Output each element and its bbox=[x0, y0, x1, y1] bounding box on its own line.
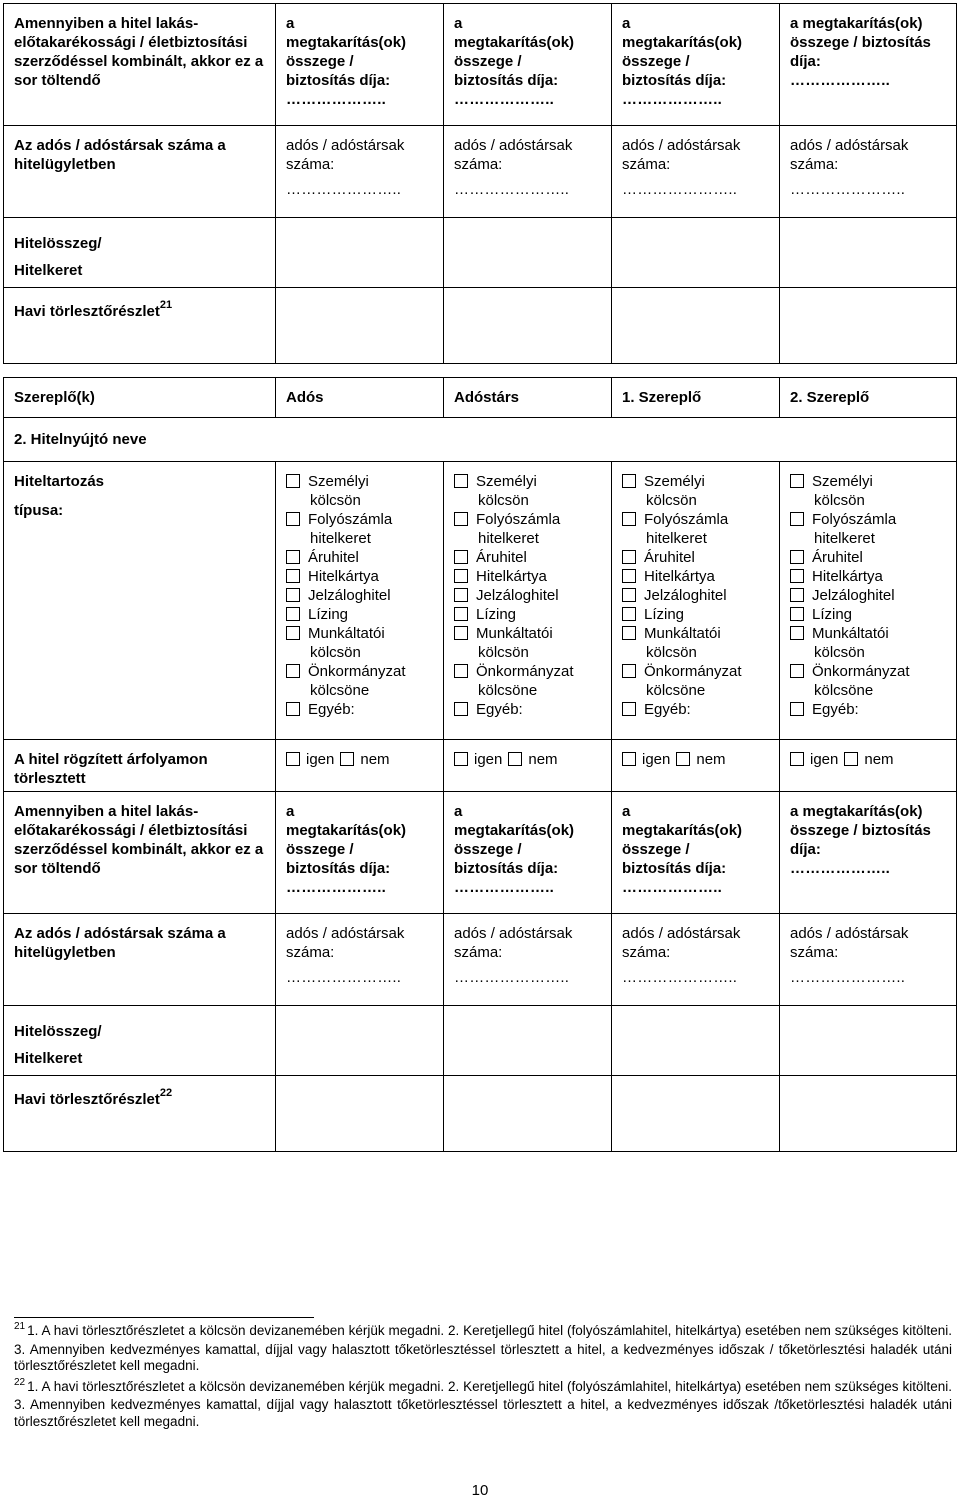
lower-installment-label: Havi törlesztőrészlet$^{22}$ bbox=[4, 1076, 276, 1152]
checkbox-overdraft-credit-line[interactable] bbox=[286, 512, 300, 526]
option-label: Áruhitel bbox=[644, 549, 695, 566]
checkbox-personal-loan[interactable] bbox=[454, 474, 468, 488]
debtors-cell-4[interactable]: adós / adóstársak száma: ………………….. bbox=[780, 126, 957, 218]
fixed-rate-row bbox=[4, 740, 957, 792]
option-label: Hitelkártya bbox=[644, 568, 715, 585]
lower-installment-cell-1[interactable] bbox=[276, 1076, 444, 1152]
option-label-cont: kölcsön bbox=[310, 492, 361, 509]
option-consumer-credit[interactable] bbox=[622, 548, 779, 567]
checkbox-municipal-loan[interactable] bbox=[622, 664, 636, 678]
option-label-cont: kölcsöne bbox=[646, 682, 706, 699]
installment-label: Havi törlesztőrészlet$^{21}$ bbox=[4, 288, 276, 364]
no-label: nem bbox=[360, 751, 390, 768]
installment-cell-1[interactable] bbox=[276, 288, 444, 364]
fixed-rate-label: A hitel rögzített árfolyamon törlesztett bbox=[4, 740, 276, 792]
option-label: Munkáltatói bbox=[308, 625, 385, 642]
option-label-cont: hitelkeret bbox=[646, 530, 707, 547]
credit-type-row bbox=[4, 462, 957, 740]
option-label: Áruhitel bbox=[308, 549, 359, 566]
yes-checkbox[interactable] bbox=[790, 752, 804, 766]
footnote-ref-21[interactable]: 21 bbox=[159, 299, 173, 311]
lower-savings-cell-1[interactable]: a megtakarítás(ok) összege / biztosítás díja: ……………….. bbox=[276, 792, 444, 914]
option-mortgage-loan[interactable] bbox=[790, 586, 956, 605]
savings-row bbox=[4, 4, 957, 126]
checkbox-other[interactable] bbox=[622, 702, 636, 716]
option-label: Áruhitel bbox=[476, 549, 527, 566]
no-checkbox[interactable] bbox=[844, 752, 858, 766]
option-consumer-credit[interactable] bbox=[286, 548, 443, 567]
lower-savings-cell-3[interactable]: a megtakarítás(ok) összege / biztosítás díja: ……………….. bbox=[612, 792, 780, 914]
credit-type-options-actor1 bbox=[612, 462, 780, 740]
option-label: Munkáltatói bbox=[644, 625, 721, 642]
lower-savings-label: Amennyiben a hitel lakás-előtakarékossági / életbiztosítási szerződéssel kombinált, akkor ez a sor töltendő bbox=[4, 792, 276, 914]
option-personal-loan[interactable] bbox=[622, 472, 779, 510]
installment-cell-2[interactable] bbox=[444, 288, 612, 364]
checkbox-leasing[interactable] bbox=[622, 607, 636, 621]
footnote-ref-22[interactable]: 22 bbox=[159, 1087, 173, 1099]
option-label-cont: hitelkeret bbox=[478, 530, 539, 547]
credit-type-options-codebtor bbox=[444, 462, 612, 740]
option-label: Jelzáloghitel bbox=[476, 587, 559, 604]
actors-header: Szereplő(k) bbox=[4, 378, 276, 418]
option-leasing[interactable] bbox=[622, 605, 779, 624]
no-label: nem bbox=[696, 751, 726, 768]
option-municipal-loan[interactable] bbox=[790, 662, 956, 700]
checkbox-personal-loan[interactable] bbox=[286, 474, 300, 488]
option-consumer-credit[interactable] bbox=[790, 548, 956, 567]
option-overdraft-credit-line[interactable] bbox=[286, 510, 443, 548]
option-employer-loan[interactable] bbox=[454, 624, 611, 662]
option-label-cont: hitelkeret bbox=[310, 530, 371, 547]
checkbox-municipal-loan[interactable] bbox=[454, 664, 468, 678]
option-personal-loan[interactable] bbox=[454, 472, 611, 510]
option-label: Egyéb: bbox=[476, 701, 523, 718]
amount-row bbox=[4, 218, 957, 288]
checkbox-other[interactable] bbox=[454, 702, 468, 716]
no-label: nem bbox=[528, 751, 558, 768]
debtors-row bbox=[4, 126, 957, 218]
lower-savings-row bbox=[4, 792, 957, 914]
option-label: Munkáltatói bbox=[812, 625, 889, 642]
lower-amount-cell-4[interactable] bbox=[780, 1006, 957, 1076]
option-mortgage-loan[interactable] bbox=[622, 586, 779, 605]
option-employer-loan[interactable] bbox=[622, 624, 779, 662]
option-other[interactable] bbox=[454, 700, 611, 719]
page-number: 10 bbox=[471, 1482, 489, 1499]
checkbox-employer-loan[interactable] bbox=[622, 626, 636, 640]
credit-type-options-actor2 bbox=[780, 462, 957, 740]
option-leasing[interactable] bbox=[286, 605, 443, 624]
actors-header-row bbox=[4, 378, 957, 418]
fixed-rate-choice-2 bbox=[444, 740, 612, 792]
option-other[interactable] bbox=[622, 700, 779, 719]
lower-amount-cell-2[interactable] bbox=[444, 1006, 612, 1076]
option-overdraft-credit-line[interactable] bbox=[454, 510, 611, 548]
checkbox-leasing[interactable] bbox=[790, 607, 804, 621]
amount-cell-4[interactable] bbox=[780, 218, 957, 288]
option-label: Munkáltatói bbox=[476, 625, 553, 642]
checkbox-leasing[interactable] bbox=[454, 607, 468, 621]
option-label: Lízing bbox=[476, 606, 517, 623]
option-label-cont: kölcsöne bbox=[310, 682, 370, 699]
savings-cell-4[interactable]: a megtakarítás(ok) összege / biztosítás díja: ……………….. bbox=[780, 4, 957, 126]
lower-debtors-cell-4[interactable]: adós / adóstársak száma: ………………….. bbox=[780, 914, 957, 1006]
option-label: Egyéb: bbox=[308, 701, 355, 718]
option-label-cont: kölcsöne bbox=[814, 682, 874, 699]
amount-cell-2[interactable] bbox=[444, 218, 612, 288]
yes-label: igen bbox=[810, 751, 839, 768]
footnotes bbox=[14, 1323, 952, 1430]
option-label: Lízing bbox=[644, 606, 685, 623]
checkbox-credit-card[interactable] bbox=[622, 569, 636, 583]
lower-debtors-row bbox=[4, 914, 957, 1006]
option-mortgage-loan[interactable] bbox=[454, 586, 611, 605]
checkbox-overdraft-credit-line[interactable] bbox=[790, 512, 804, 526]
credit-type-options-debtor bbox=[276, 462, 444, 740]
no-checkbox[interactable] bbox=[676, 752, 690, 766]
checkbox-employer-loan[interactable] bbox=[286, 626, 300, 640]
option-label: Hitelkártya bbox=[812, 568, 883, 585]
checkbox-mortgage-loan[interactable] bbox=[454, 588, 468, 602]
option-other[interactable] bbox=[790, 700, 956, 719]
actor2-header: 2. Szereplő bbox=[780, 378, 957, 418]
checkbox-municipal-loan[interactable] bbox=[286, 664, 300, 678]
option-overdraft-credit-line[interactable] bbox=[790, 510, 956, 548]
option-label-cont: kölcsöne bbox=[478, 682, 538, 699]
checkbox-consumer-credit[interactable] bbox=[622, 550, 636, 564]
checkbox-leasing[interactable] bbox=[286, 607, 300, 621]
amount-label: Hitelösszeg/ Hitelkeret bbox=[4, 218, 276, 288]
option-personal-loan[interactable] bbox=[286, 472, 443, 510]
fixed-rate-choice-1 bbox=[276, 740, 444, 792]
option-credit-card[interactable] bbox=[622, 567, 779, 586]
checkbox-mortgage-loan[interactable] bbox=[790, 588, 804, 602]
option-employer-loan[interactable] bbox=[790, 624, 956, 662]
lower-debtors-cell-2[interactable]: adós / adóstársak száma: ………………….. bbox=[444, 914, 612, 1006]
lower-amount-label: Hitelösszeg/ Hitelkeret bbox=[4, 1006, 276, 1076]
option-municipal-loan[interactable] bbox=[622, 662, 779, 700]
footnote-22: $^{22}$ 1. A havi törlesztőrészletet a kölcsön devizanemében kérjük megadni. 2. Keretjellegű hitel (folyószámlahitel, hitelkártya) esetében nem szükséges kitölteni. 3. Amennyiben kedvezményes kamattal, díjjal vagy halasztott tőketörlesztéssel törlesztett a hitel, a kedvezményes időszak /tőketörlesztési haladék utáni törlesztőrészletet kell megadni. bbox=[14, 1376, 952, 1429]
checkbox-credit-card[interactable] bbox=[286, 569, 300, 583]
installment-row bbox=[4, 288, 957, 364]
debtors-label: Az adós / adóstársak száma a hitelügyletben bbox=[4, 126, 276, 218]
actor1-header: 1. Szereplő bbox=[612, 378, 780, 418]
lower-savings-cell-2[interactable]: a megtakarítás(ok) összege / biztosítás díja: ……………….. bbox=[444, 792, 612, 914]
yes-label: igen bbox=[474, 751, 503, 768]
checkbox-personal-loan[interactable] bbox=[790, 474, 804, 488]
option-label-cont: kölcsön bbox=[814, 644, 865, 661]
checkbox-employer-loan[interactable] bbox=[454, 626, 468, 640]
option-leasing[interactable] bbox=[790, 605, 956, 624]
option-label-cont: kölcsön bbox=[814, 492, 865, 509]
option-consumer-credit[interactable] bbox=[454, 548, 611, 567]
checkbox-employer-loan[interactable] bbox=[790, 626, 804, 640]
lower-debtors-cell-3[interactable]: adós / adóstársak száma: ………………….. bbox=[612, 914, 780, 1006]
footnote-21: $^{21}$ 1. A havi törlesztőrészletet a kölcsön devizanemében kérjük megadni. 2. Keretjellegű hitel (folyószámlahitel, hitelkártya) esetében nem szükséges kitölteni. 3. Amennyiben kedvezményes kamattal, díjjal vagy halasztott tőketörlesztéssel törlesztett a hitel, a kedvezményes időszak / tőketörlesztési haladék utáni törlesztőrészletet kell megadni. bbox=[14, 1321, 952, 1373]
checkbox-other[interactable] bbox=[790, 702, 804, 716]
installment-cell-4[interactable] bbox=[780, 288, 957, 364]
no-checkbox[interactable] bbox=[508, 752, 522, 766]
debtor-header: Adós bbox=[276, 378, 444, 418]
option-credit-card[interactable] bbox=[286, 567, 443, 586]
yes-checkbox[interactable] bbox=[622, 752, 636, 766]
option-overdraft-credit-line[interactable] bbox=[622, 510, 779, 548]
option-label: Jelzáloghitel bbox=[644, 587, 727, 604]
checkbox-credit-card[interactable] bbox=[790, 569, 804, 583]
option-label: Önkormányzat bbox=[644, 663, 742, 680]
option-label: Jelzáloghitel bbox=[812, 587, 895, 604]
option-leasing[interactable] bbox=[454, 605, 611, 624]
option-label: Folyószámla bbox=[308, 511, 393, 528]
checkbox-mortgage-loan[interactable] bbox=[286, 588, 300, 602]
option-label-cont: kölcsön bbox=[478, 492, 529, 509]
fixed-rate-choice-4 bbox=[780, 740, 957, 792]
yes-label: igen bbox=[306, 751, 335, 768]
no-checkbox[interactable] bbox=[340, 752, 354, 766]
checkbox-consumer-credit[interactable] bbox=[286, 550, 300, 564]
lower-debtors-label: Az adós / adóstársak száma a hitelügyletben bbox=[4, 914, 276, 1006]
lender-name-field[interactable]: 2. Hitelnyújtó neve bbox=[4, 418, 957, 462]
lower-installment-cell-2[interactable] bbox=[444, 1076, 612, 1152]
lower-installment-cell-4[interactable] bbox=[780, 1076, 957, 1152]
option-label-cont: kölcsön bbox=[646, 492, 697, 509]
option-label: Folyószámla bbox=[812, 511, 897, 528]
yes-label: igen bbox=[642, 751, 671, 768]
option-label: Személyi bbox=[308, 473, 369, 490]
option-label: Hitelkártya bbox=[476, 568, 547, 585]
upper-credit-table bbox=[3, 3, 957, 364]
option-label: Egyéb: bbox=[644, 701, 691, 718]
option-municipal-loan[interactable] bbox=[454, 662, 611, 700]
debtors-cell-2[interactable]: adós / adóstársak száma: ………………….. bbox=[444, 126, 612, 218]
option-label: Lízing bbox=[308, 606, 349, 623]
lower-installment-cell-3[interactable] bbox=[612, 1076, 780, 1152]
lower-amount-cell-1[interactable] bbox=[276, 1006, 444, 1076]
option-label: Személyi bbox=[644, 473, 705, 490]
option-label: Áruhitel bbox=[812, 549, 863, 566]
codebtor-header: Adóstárs bbox=[444, 378, 612, 418]
amount-cell-1[interactable] bbox=[276, 218, 444, 288]
savings-label: Amennyiben a hitel lakás-előtakarékossági / életbiztosítási szerződéssel kombinált, akkor ez a sor töltendő bbox=[4, 4, 276, 126]
checkbox-mortgage-loan[interactable] bbox=[622, 588, 636, 602]
yes-checkbox[interactable] bbox=[454, 752, 468, 766]
option-label: Egyéb: bbox=[812, 701, 859, 718]
lower-installment-row bbox=[4, 1076, 957, 1152]
option-label: Jelzáloghitel bbox=[308, 587, 391, 604]
option-label-cont: kölcsön bbox=[310, 644, 361, 661]
checkbox-other[interactable] bbox=[286, 702, 300, 716]
debtors-cell-1[interactable]: adós / adóstársak száma: ………………….. bbox=[276, 126, 444, 218]
checkbox-overdraft-credit-line[interactable] bbox=[454, 512, 468, 526]
no-label: nem bbox=[864, 751, 894, 768]
checkbox-personal-loan[interactable] bbox=[622, 474, 636, 488]
option-label: Személyi bbox=[812, 473, 873, 490]
option-mortgage-loan[interactable] bbox=[286, 586, 443, 605]
option-label: Önkormányzat bbox=[308, 663, 406, 680]
installment-cell-3[interactable] bbox=[612, 288, 780, 364]
checkbox-consumer-credit[interactable] bbox=[454, 550, 468, 564]
lower-amount-cell-3[interactable] bbox=[612, 1006, 780, 1076]
option-label: Lízing bbox=[812, 606, 853, 623]
option-label: Önkormányzat bbox=[812, 663, 910, 680]
option-municipal-loan[interactable] bbox=[286, 662, 443, 700]
lower-amount-row bbox=[4, 1006, 957, 1076]
option-credit-card[interactable] bbox=[454, 567, 611, 586]
savings-cell-3[interactable]: a megtakarítás(ok) összege / biztosítás díja: ……………….. bbox=[612, 4, 780, 126]
lender-row bbox=[4, 418, 957, 462]
option-label: Önkormányzat bbox=[476, 663, 574, 680]
debtors-cell-3[interactable]: adós / adóstársak száma: ………………….. bbox=[612, 126, 780, 218]
option-label: Folyószámla bbox=[644, 511, 729, 528]
lower-savings-cell-4[interactable]: a megtakarítás(ok) összege / biztosítás díja: ……………….. bbox=[780, 792, 957, 914]
option-label: Folyószámla bbox=[476, 511, 561, 528]
option-credit-card[interactable] bbox=[790, 567, 956, 586]
option-label-cont: hitelkeret bbox=[814, 530, 875, 547]
checkbox-municipal-loan[interactable] bbox=[790, 664, 804, 678]
option-employer-loan[interactable] bbox=[286, 624, 443, 662]
fixed-rate-choice-3 bbox=[612, 740, 780, 792]
yes-checkbox[interactable] bbox=[286, 752, 300, 766]
option-other[interactable] bbox=[286, 700, 443, 719]
lower-credit-table bbox=[3, 377, 957, 1152]
option-label: Hitelkártya bbox=[308, 568, 379, 585]
lower-debtors-cell-1[interactable]: adós / adóstársak száma: ………………….. bbox=[276, 914, 444, 1006]
checkbox-overdraft-credit-line[interactable] bbox=[622, 512, 636, 526]
option-label-cont: kölcsön bbox=[646, 644, 697, 661]
savings-cell-1[interactable]: a megtakarítás(ok) összege / biztosítás díja: ……………….. bbox=[276, 4, 444, 126]
checkbox-credit-card[interactable] bbox=[454, 569, 468, 583]
option-personal-loan[interactable] bbox=[790, 472, 956, 510]
savings-cell-2[interactable]: a megtakarítás(ok) összege / biztosítás díja: ……………….. bbox=[444, 4, 612, 126]
checkbox-consumer-credit[interactable] bbox=[790, 550, 804, 564]
footnote-divider bbox=[14, 1317, 314, 1318]
amount-cell-3[interactable] bbox=[612, 218, 780, 288]
option-label-cont: kölcsön bbox=[478, 644, 529, 661]
option-label: Személyi bbox=[476, 473, 537, 490]
credit-type-label: Hiteltartozás típusa: bbox=[4, 462, 276, 740]
